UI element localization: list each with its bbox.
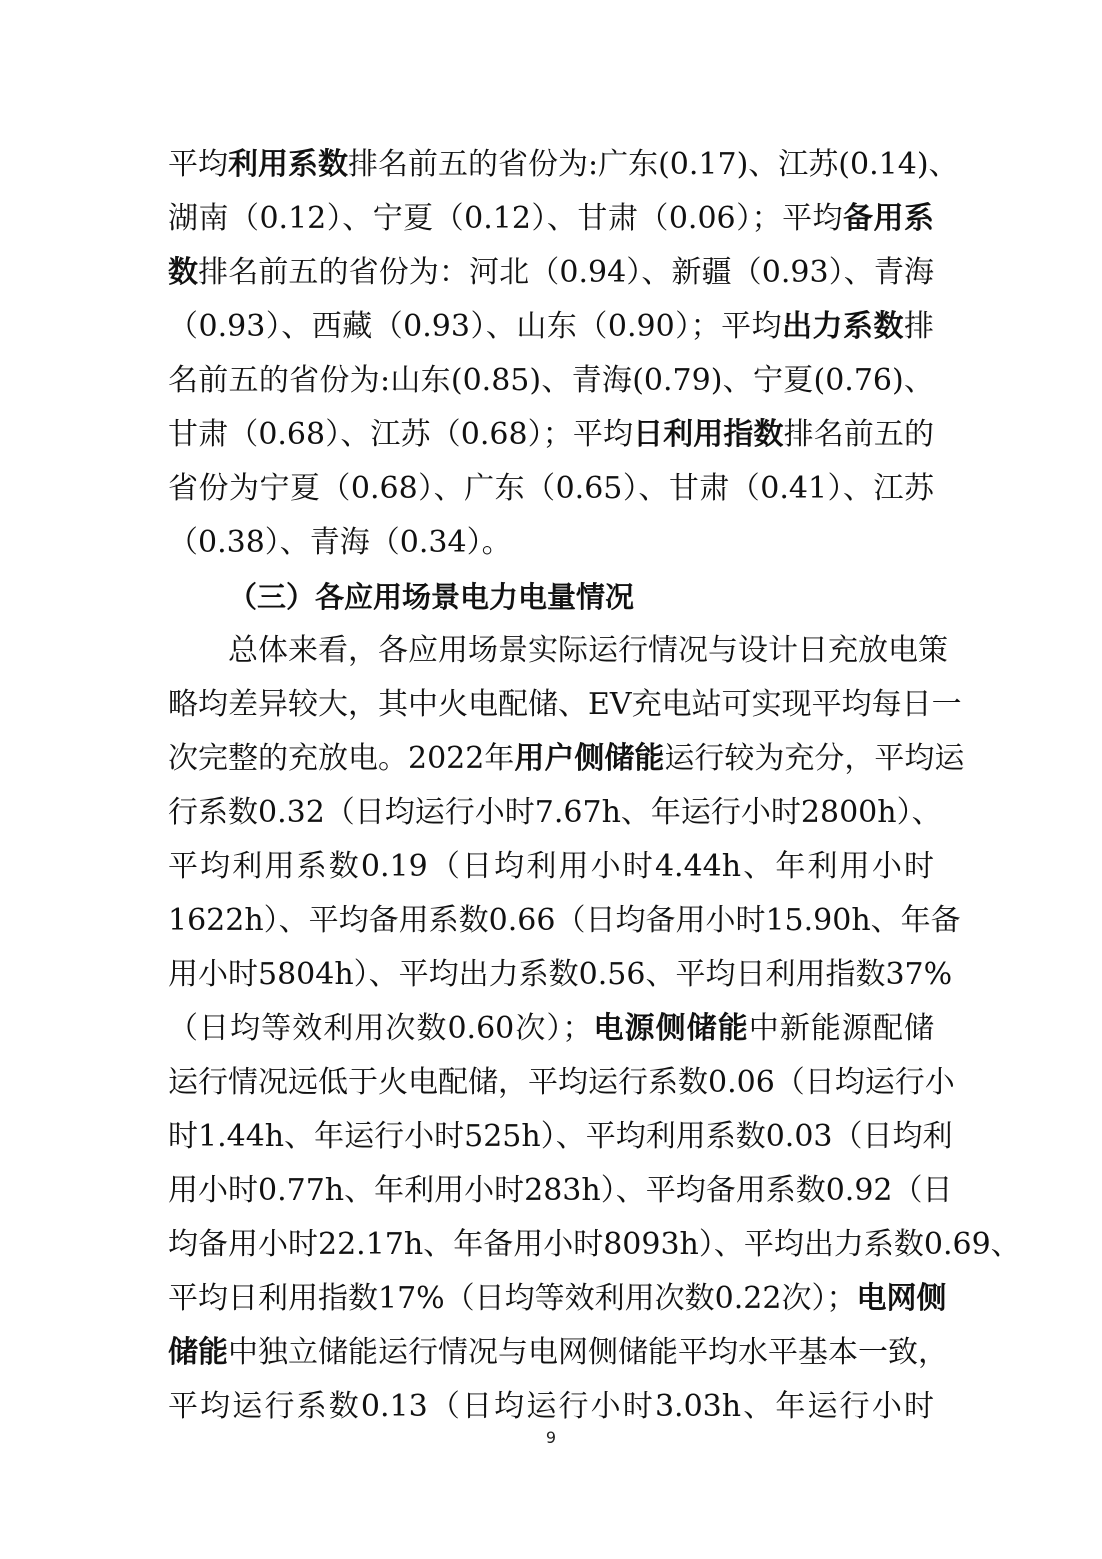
text-run: 略均差异较大，其中火电配储、EV充电站可实现平均每日一: [168, 687, 962, 722]
paragraph-line: [168, 1117, 953, 1157]
paragraph-line: [168, 1225, 1021, 1265]
text-run: 排名前五的: [783, 417, 935, 452]
text-run: （日均等效利用次数0.60次）；: [168, 1011, 593, 1046]
paragraph-line: [168, 1279, 947, 1319]
paragraph-line: [168, 901, 961, 941]
paragraph-line: [168, 955, 953, 995]
text-run: 甘肃（0.68）、江苏（0.68）；平均: [168, 417, 634, 452]
page-number: 9: [545, 1428, 557, 1447]
paragraph-line: [168, 1333, 948, 1373]
text-run: 运行较为充分，平均运: [664, 741, 965, 776]
text-run: 1622h）、平均备用系数0.66（日均备用小时15.90h、年备: [168, 903, 961, 938]
paragraph-line: [228, 631, 948, 671]
text-run: 排名前五的省份为:广东(0.17)、江苏(0.14)、: [348, 147, 959, 182]
paragraph-line: [168, 199, 934, 239]
paragraph-line: [168, 685, 962, 725]
paragraph-line: [168, 1009, 934, 1049]
text-run: 行系数0.32（日均运行小时7.67h、年运行小时2800h）、: [168, 795, 942, 830]
text-run: 次完整的充放电。2022年: [168, 741, 515, 776]
bold-term: 利用系数: [228, 147, 348, 182]
paragraph-line: [168, 1063, 955, 1103]
paragraph-line: [168, 523, 512, 563]
text-run: 平均运行系数0.13（日均运行小时3.03h、年运行小时: [168, 1389, 934, 1424]
text-run: 用小时5804h）、平均出力系数0.56、平均日利用指数37%: [168, 957, 953, 992]
paragraph-line: [168, 253, 934, 293]
text-run: （0.93）、西藏（0.93）、山东（0.90）；平均: [168, 309, 783, 344]
paragraph-line: [168, 1387, 934, 1427]
paragraph-line: [168, 847, 934, 887]
text-run: 名前五的省份为:山东(0.85)、青海(0.79)、宁夏(0.76)、: [168, 363, 934, 398]
bold-term: 数: [168, 255, 199, 290]
text-run: 平均: [168, 147, 228, 182]
bold-term: 储能: [168, 1335, 228, 1370]
text-run: 中独立储能运行情况与电网侧储能平均水平基本一致，: [228, 1335, 948, 1370]
text-run: 湖南（0.12）、宁夏（0.12）、甘肃（0.06）；平均: [168, 201, 844, 236]
paragraph-line: [168, 739, 965, 779]
text-run: 排: [904, 309, 935, 344]
text-run: 运行情况远低于火电配储，平均运行系数0.06（日均运行小: [168, 1065, 955, 1100]
text-run: 均备用小时22.17h、年备用小时8093h）、平均出力系数0.69、: [168, 1227, 1021, 1262]
text-run: 省份为宁夏（0.68）、广东（0.65）、甘肃（0.41）、江苏: [168, 471, 934, 506]
paragraph-line: [168, 307, 934, 347]
bold-term: 用户侧储能: [514, 741, 665, 776]
text-run: 中新能源配储: [748, 1011, 935, 1046]
section-heading: （三）各应用场景电力电量情况: [228, 580, 635, 614]
paragraph-line: [168, 415, 934, 455]
paragraph-line: [168, 1171, 953, 1211]
paragraph-line: [168, 469, 934, 509]
text-run: 排名前五的省份为：河北（0.94）、新疆（0.93）、青海: [198, 255, 935, 290]
bold-term: 备用系: [843, 201, 935, 236]
paragraph-line: [168, 361, 934, 401]
bold-term: 电源侧储能: [592, 1011, 749, 1046]
bold-term: 电网侧: [856, 1281, 947, 1316]
bold-term: 日利用指数: [633, 417, 784, 452]
bold-term: 出力系数: [782, 309, 905, 344]
text-run: 总体来看，各应用场景实际运行情况与设计日充放电策: [228, 633, 948, 668]
text-run: 平均日利用指数17%（日均等效利用次数0.22次）；: [168, 1281, 857, 1316]
text-run: 平均利用系数0.19（日均利用小时4.44h、年利用小时: [168, 849, 934, 884]
text-run: 时1.44h、年运行小时525h）、平均利用系数0.03（日均利: [168, 1119, 953, 1154]
text-run: （0.38）、青海（0.34）。: [168, 525, 512, 560]
paragraph-line: [168, 145, 959, 185]
text-run: 用小时0.77h、年利用小时283h）、平均备用系数0.92（日: [168, 1173, 953, 1208]
paragraph-line: [168, 793, 942, 833]
